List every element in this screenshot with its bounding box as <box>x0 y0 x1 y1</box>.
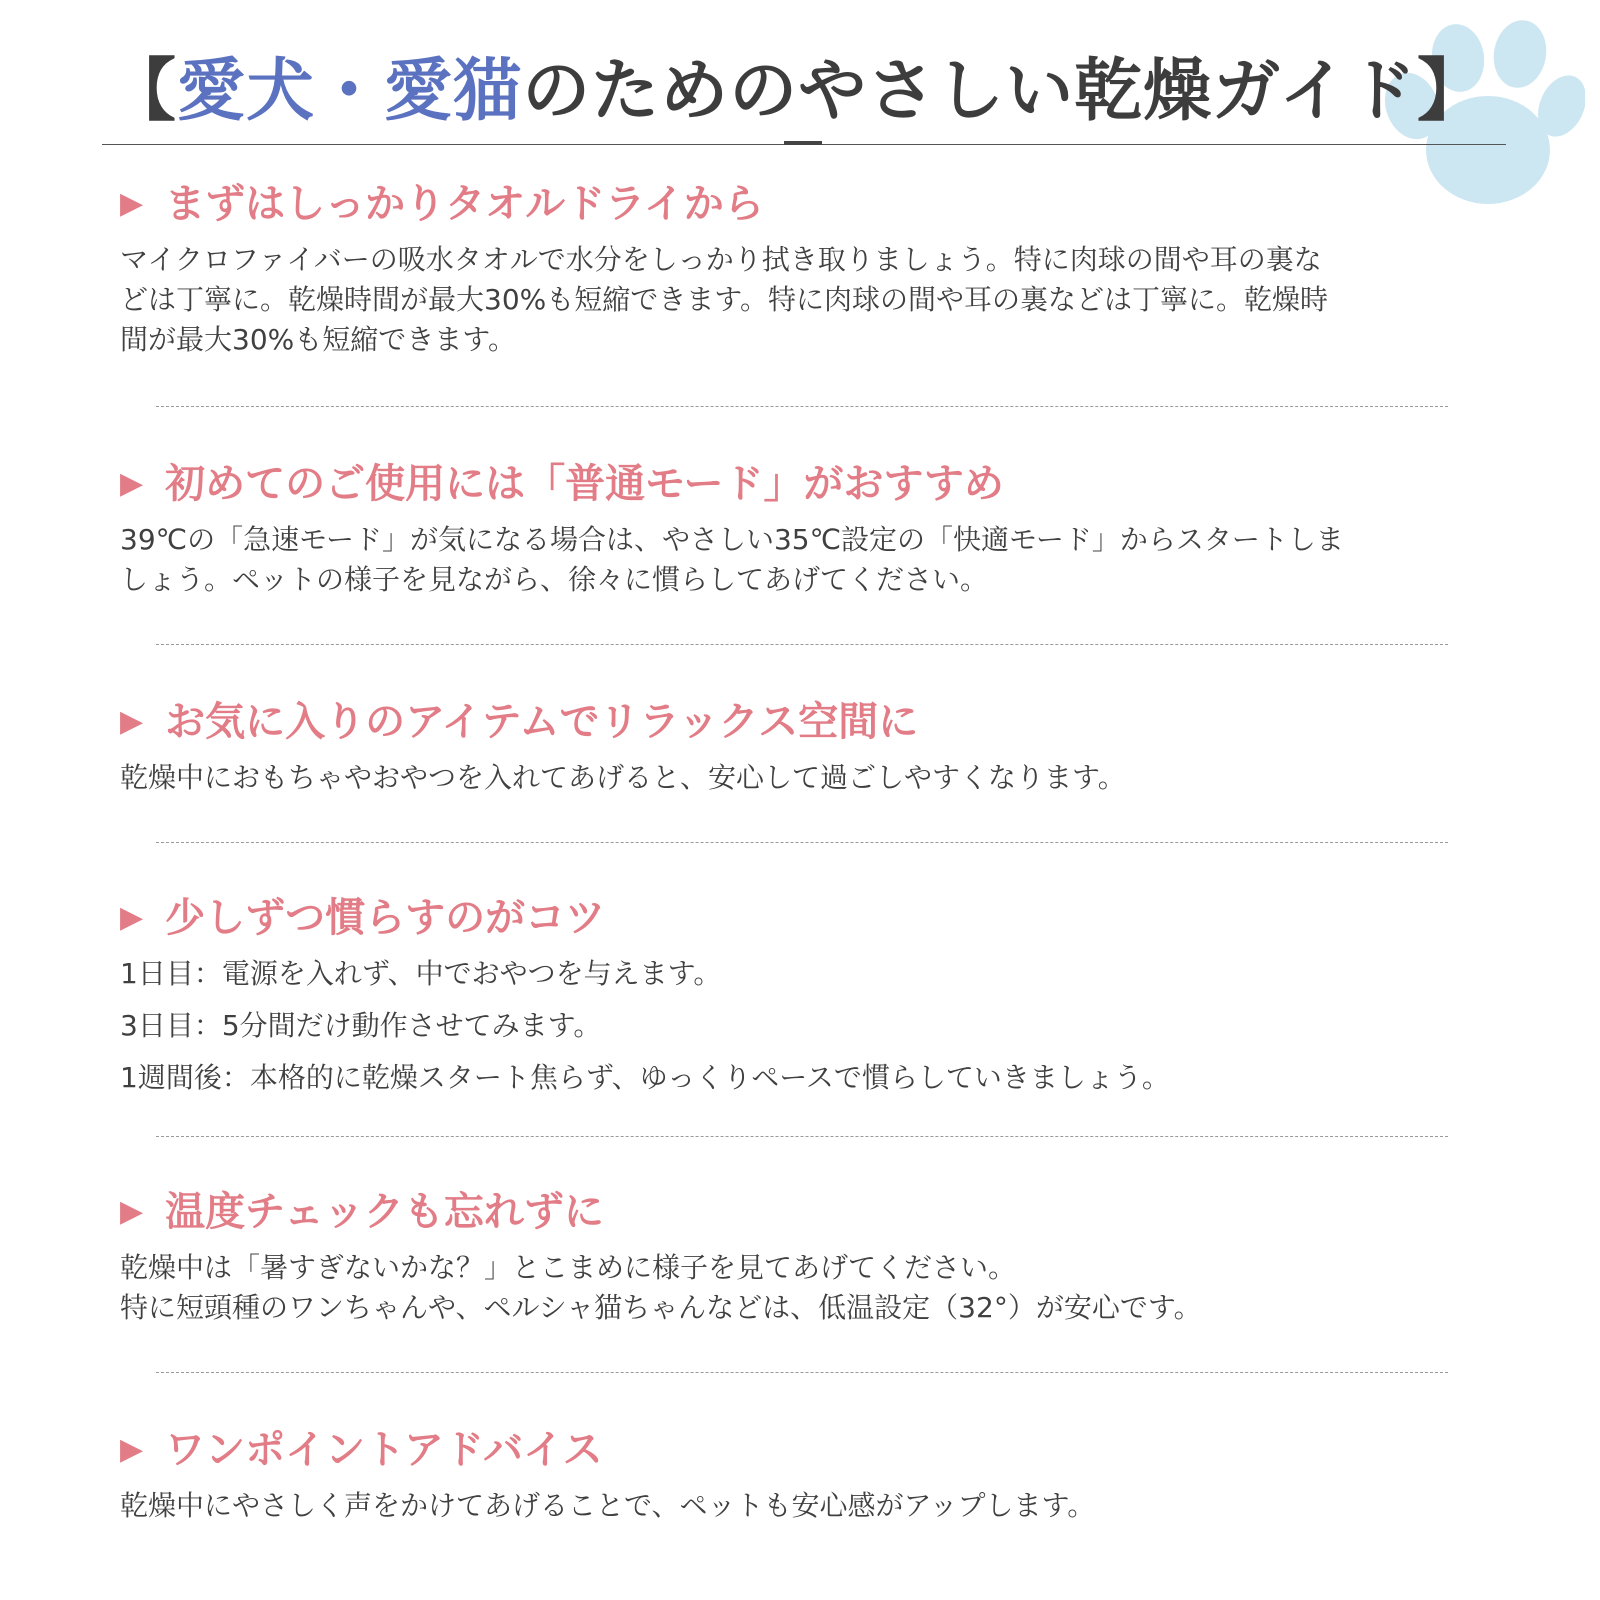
title-bracket-open: 【 <box>108 52 178 131</box>
page-title <box>108 42 1498 142</box>
title-bracket-close: 】 <box>1417 52 1487 131</box>
section-one-point-advice <box>120 1424 1510 1526</box>
section-text-line: 39℃の「急速モード」が気になる場合は、やさしい35℃設定の「快適モード」からスタートしま <box>120 523 1344 556</box>
section-towel-dry <box>120 178 1510 360</box>
section-text-line: 乾燥中は「暑すぎないかな？」とこまめに様子を見てあげてください。 <box>120 1251 1017 1284</box>
section-heading: ▶ 温度チェックも忘れずに <box>120 1186 1510 1238</box>
section-temperature <box>120 1186 1510 1328</box>
section-heading: ▶ お気に入りのアイテムでリラックス空間に <box>120 696 1510 748</box>
triangle-bullet-icon: ▶ <box>120 1432 144 1467</box>
title-rest: のためのやさしい乾燥ガイド <box>522 52 1418 131</box>
section-text-line: 特に短頭種のワンちゃんや、ペルシャ猫ちゃんなどは、低温設定（32°）が安心です。 <box>120 1291 1202 1324</box>
section-divider <box>156 1372 1448 1373</box>
section-text-line: 3日目：5分間だけ動作させてみます。 <box>120 1009 602 1042</box>
triangle-bullet-icon: ▶ <box>120 900 144 935</box>
section-text-line: 1週間後：本格的に乾燥スタート焦らず、ゆっくりペースで慣らしていきましょう。 <box>120 1061 1170 1094</box>
section-heading: ▶ 少しずつ慣らすのがコツ <box>120 892 1510 944</box>
section-text-line: 1日目：電源を入れず、中でおやつを与えます。 <box>120 957 722 990</box>
title-underline-tick <box>784 141 822 145</box>
triangle-bullet-icon: ▶ <box>120 1194 144 1229</box>
title-accent-dog: 愛犬 <box>177 52 316 131</box>
section-normal-mode <box>120 458 1510 600</box>
section-text-line: 間が最大30%も短縮できます。 <box>120 323 516 356</box>
title-accent-cat: 愛猫 <box>384 52 523 131</box>
section-divider <box>156 644 1448 645</box>
section-divider <box>156 842 1448 843</box>
section-text-line: マイクロファイバーの吸水タオルで水分をしっかり拭き取りましょう。特に肉球の間や耳の裏な <box>120 243 1322 276</box>
triangle-bullet-icon: ▶ <box>120 186 144 221</box>
section-text-line: 乾燥中におもちゃやおやつを入れてあげると、安心して過ごしやすくなります。 <box>120 761 1126 794</box>
section-heading: ▶ ワンポイントアドバイス <box>120 1424 1510 1476</box>
triangle-bullet-icon: ▶ <box>120 466 144 501</box>
section-text-line: 乾燥中にやさしく声をかけてあげることで、ペットも安心感がアップします。 <box>120 1489 1096 1522</box>
section-favorite-items <box>120 696 1510 798</box>
section-divider <box>156 1136 1448 1137</box>
section-gradual <box>120 892 1510 1104</box>
section-heading: ▶ まずはしっかりタオルドライから <box>120 178 1510 230</box>
section-divider <box>156 406 1448 407</box>
section-heading: ▶ 初めてのご使用には「普通モード」がおすすめ <box>120 458 1510 510</box>
section-text-line: どは丁寧に。乾燥時間が最大30%も短縮できます。特に肉球の間や耳の裏などは丁寧に。乾燥時 <box>120 283 1328 316</box>
triangle-bullet-icon: ▶ <box>120 704 144 739</box>
section-text-line: しょう。ペットの様子を見ながら、徐々に慣らしてあげてください。 <box>120 563 989 596</box>
title-separator: ・ <box>315 52 385 131</box>
